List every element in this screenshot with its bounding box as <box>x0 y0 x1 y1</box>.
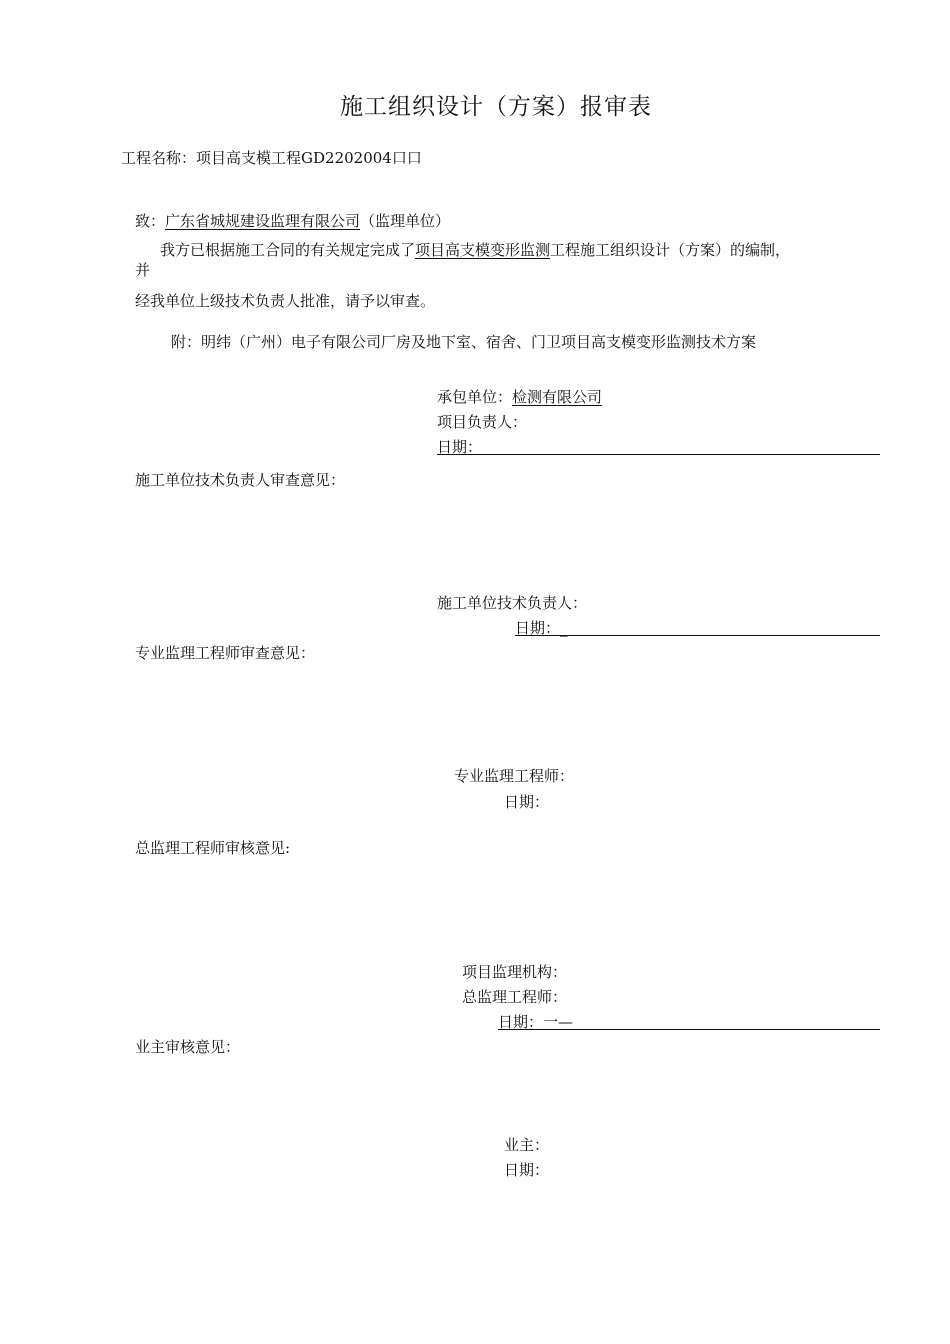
body-text-part3: 并 <box>135 261 151 279</box>
body-text-part2: 工程施工组织设计（方案）的编制， <box>550 241 791 259</box>
contractor-date-label: 日期： <box>437 438 483 456</box>
specialist-review-heading: 专业监理工程师审查意见： <box>135 644 316 662</box>
chief-review-heading: 总监理工程师审核意见: <box>135 839 291 857</box>
contractor-name: 检测有限公司 <box>512 388 603 406</box>
construction-date-rule <box>515 635 880 636</box>
addressee-line <box>135 211 450 231</box>
document-title: 施工组织设计（方案）报审表 <box>340 94 652 120</box>
project-name-line <box>121 148 422 168</box>
body-text-part1: 我方已根据施工合同的有关规定完成了 <box>160 241 416 259</box>
specialist-signer-label: 专业监理工程师： <box>454 767 575 785</box>
chief-signer-label: 总监理工程师： <box>462 988 568 1006</box>
addressee-suffix: （监理单位） <box>360 212 451 230</box>
chief-date-label: 日期：一— <box>498 1013 574 1031</box>
contractor-line <box>437 387 602 407</box>
chief-date-rule <box>498 1029 880 1030</box>
owner-signer-label: 业主： <box>504 1136 550 1154</box>
body-project-name: 项目高支模变形监测 <box>415 241 551 259</box>
owner-review-heading: 业主审核意见： <box>135 1038 241 1056</box>
addressee-prefix: 致： <box>135 212 166 230</box>
construction-date-label: 日期：_ <box>515 619 568 637</box>
supervision-org-label: 项目监理机构： <box>462 963 568 981</box>
attachment-line: 附：明纬（广州）电子有限公司厂房及地下室、宿舍、门卫项目高支模变形监测技术方案 <box>171 333 757 351</box>
construction-signer-label: 施工单位技术负责人： <box>437 594 588 612</box>
project-manager-label: 项目负责人： <box>437 413 528 431</box>
specialist-date-label: 日期： <box>504 793 550 811</box>
body-paragraph-line2: 经我单位上级技术负责人批准，请予以审查。 <box>135 292 436 310</box>
owner-date-label: 日期： <box>504 1161 550 1179</box>
supervision-company: 广东省城规建设监理有限公司 <box>165 212 361 230</box>
body-paragraph-line1 <box>160 240 790 260</box>
contractor-label: 承包单位： <box>437 388 513 406</box>
contractor-date-rule <box>437 454 880 455</box>
construction-review-heading: 施工单位技术负责人审查意见： <box>135 471 346 489</box>
project-name: 项目高支模工程GD2202004口口 <box>196 149 422 167</box>
project-label: 工程名称： <box>121 149 197 167</box>
